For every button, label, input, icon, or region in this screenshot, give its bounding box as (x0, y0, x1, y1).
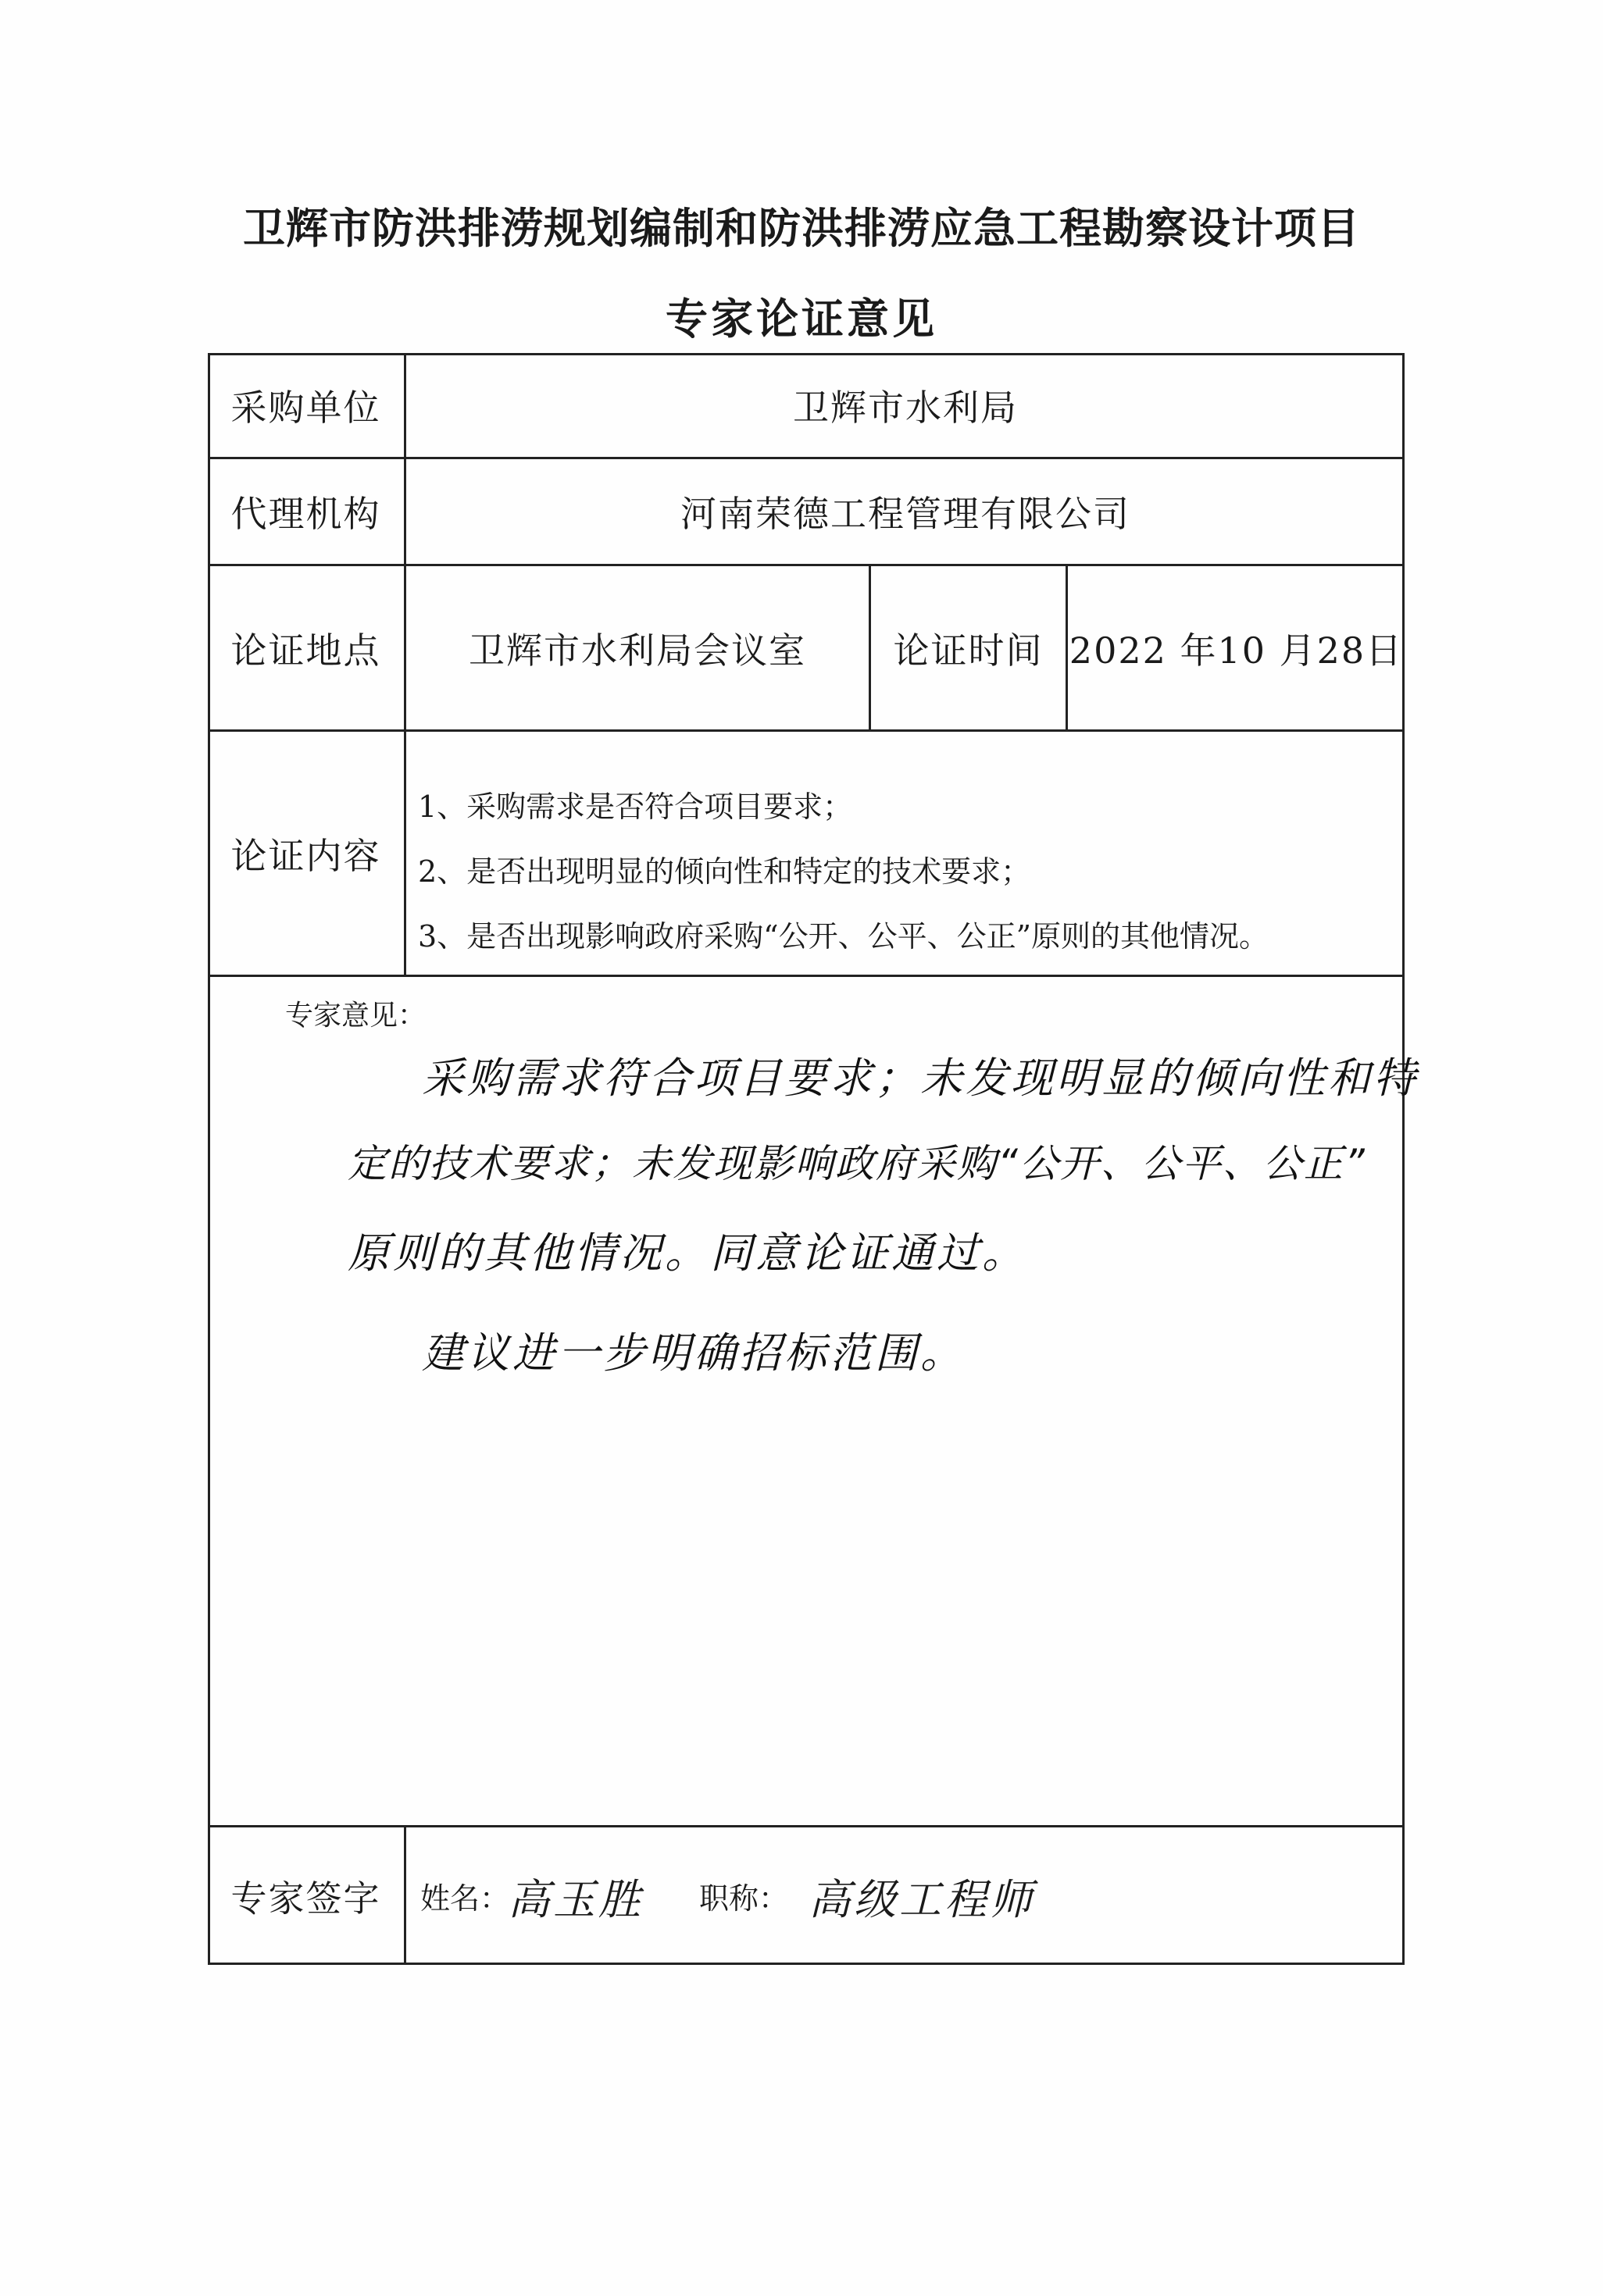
handwritten-opinion-line: 建议进一步明确招标范围。 (422, 1328, 966, 1378)
handwritten-opinion-line: 定的技术要求；未发现影响政府采购“公开、公平、公正” (348, 1141, 1366, 1186)
time-value: 2022 年10 月28日 (1069, 629, 1404, 672)
document-subtitle: 专家论证意见 (666, 294, 937, 344)
content-label: 论证内容 (230, 834, 381, 877)
row-divider (208, 975, 1405, 977)
handwritten-opinion-line: 原则的其他情况。同意论证通过。 (348, 1228, 1027, 1278)
column-divider (404, 1825, 406, 1965)
purchaser-label: 采购单位 (230, 386, 381, 429)
name-label: 姓名： (420, 1881, 510, 1916)
agency-label: 代理机构 (230, 493, 381, 535)
expert-name-signature: 高玉胜 (508, 1875, 644, 1924)
content-list (418, 775, 1394, 969)
agency-value: 河南荣德工程管理有限公司 (680, 493, 1130, 535)
location-label: 论证地点 (230, 629, 381, 672)
list-item: 2、是否出现明显的倾向性和特定的技术要求； (418, 854, 1031, 889)
location-value: 卫辉市水利局会议室 (469, 629, 806, 672)
purchaser-value: 卫辉市水利局 (793, 386, 1018, 429)
expert-title-handwritten: 高级工程师 (809, 1875, 1035, 1924)
opinion-label: 专家意见： (285, 1000, 427, 1032)
title-label: 职称： (699, 1881, 789, 1916)
signature-label: 专家签字 (230, 1877, 381, 1920)
list-item: 3、是否出现影响政府采购“公开、公平、公正”原则的其他情况。 (418, 919, 1269, 954)
time-label: 论证时间 (893, 629, 1044, 672)
list-item: 1、采购需求是否符合项目要求； (418, 790, 853, 824)
handwritten-opinion-line: 采购需求符合项目要求；未发现明显的倾向性和特 (422, 1054, 1419, 1103)
document-title: 卫辉市防洪排涝规划编制和防洪排涝应急工程勘察设计项目 (243, 204, 1360, 253)
